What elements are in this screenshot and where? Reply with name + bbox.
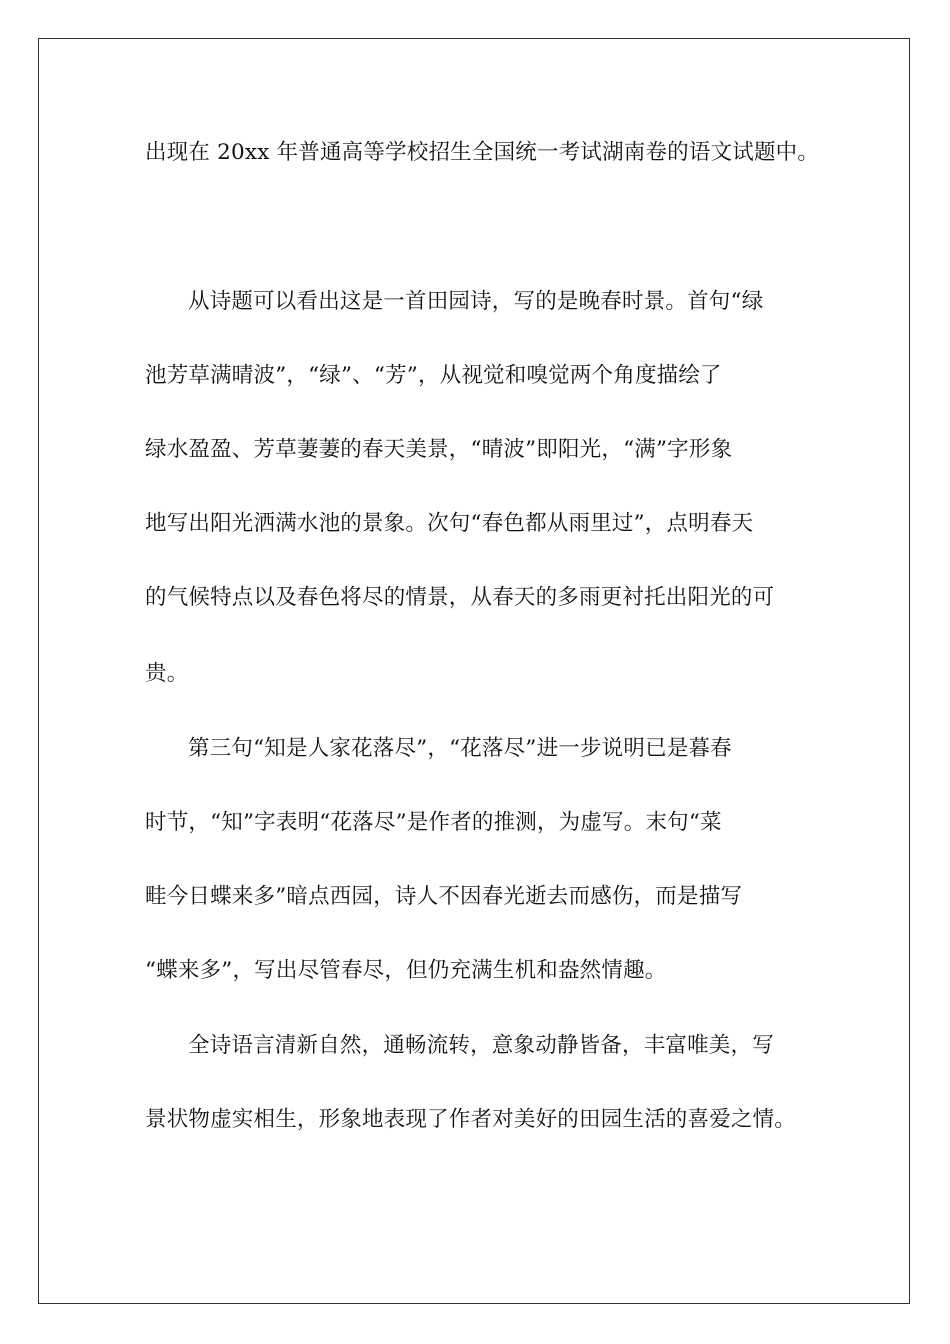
text-line-10: 畦今日蝶来多”暗点西园，诗人不因春光逝去而感伤，而是描写 (145, 884, 743, 909)
text-line-1: 出现在 20xx 年普通高等学校招生全国统一考试湖南卷的语文试题中。 (145, 140, 820, 165)
text-line-11: “蝶来多”，写出尽管春尽，但仍充满生机和盎然情趣。 (145, 958, 667, 983)
text-line-8: 第三句“知是人家花落尽”，“花落尽”进一步说明已是暮春 (188, 736, 732, 761)
text-line-9: 时节，“知”字表明“花落尽”是作者的推测，为虚写。末句“菜 (145, 810, 722, 835)
text-line-7: 贵。 (145, 661, 189, 686)
text-line-4: 绿水盈盈、芳草萋萋的春天美景，“晴波”即阳光，“满”字形象 (145, 437, 733, 462)
text-line-12: 全诗语言清新自然，通畅流转，意象动静皆备，丰富唯美，写 (188, 1033, 774, 1058)
text-line-2: 从诗题可以看出这是一首田园诗，写的是晚春时景。首句“绿 (188, 289, 764, 314)
text-line-5: 地写出阳光洒满水池的景象。次句“春色都从雨里过”，点明春天 (145, 511, 754, 536)
text-line-3: 池芳草满晴波”，“绿”、“芳”，从视觉和嗅觉两个角度描绘了 (145, 363, 722, 388)
text-line-6: 的气候特点以及春色将尽的情景，从春天的多雨更衬托出阳光的可 (145, 585, 775, 610)
text-line-13: 景状物虚实相生，形象地表现了作者对美好的田园生活的喜爱之情。 (145, 1107, 797, 1132)
